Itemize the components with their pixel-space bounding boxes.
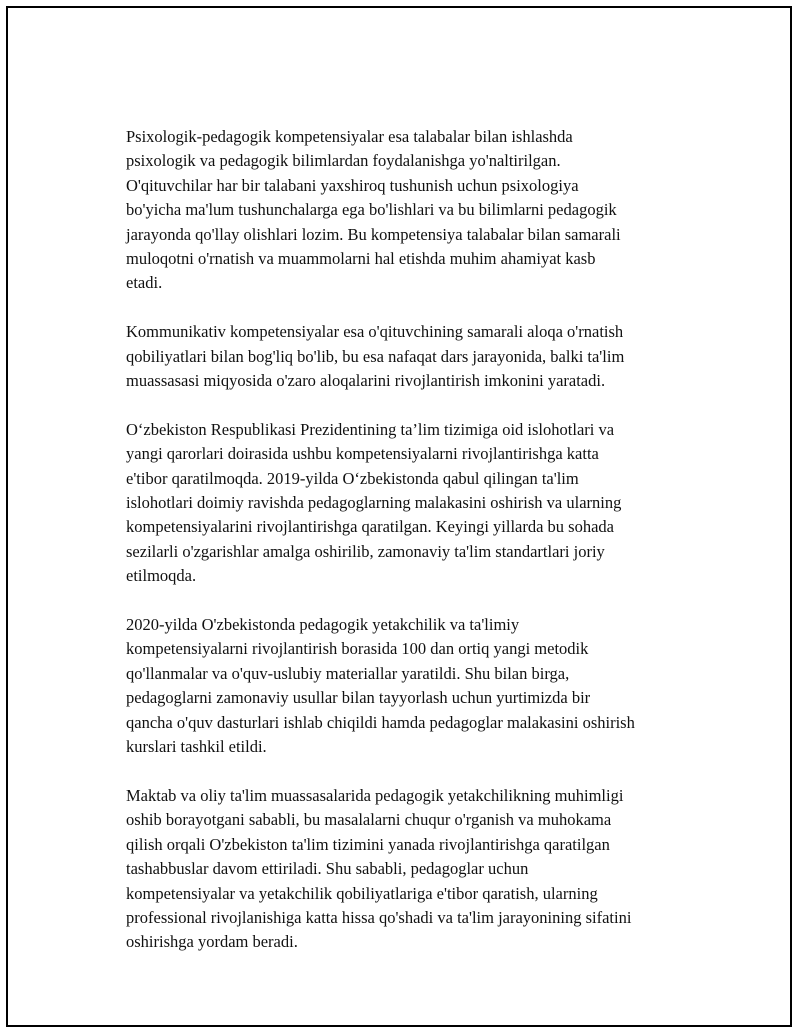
paragraph-psychological-pedagogical-competencies: Psixologik-pedagogik kompetensiyalar esa talabalar bilan ishlashda psixologik va pedagogik bilimlardan foydalanishga yo'naltirilgan. O'qituvchilar har bir talabani yaxshiroq tushunish uchun psixologiya bo'yicha ma'lum tushunchalarga ega bo'lishlari va bu bilimlarni pedagogik jarayonda qo'llay olishlari lozim. Bu kompetensiya talabalar bilan samarali muloqotni o'rnatish va muammolarni hal etishda muhim ahamiyat kasb etadi. bbox=[126, 127, 621, 293]
document-body bbox=[126, 125, 726, 979]
paragraph-pedagogical-leadership: Maktab va oliy ta'lim muassasalarida pedagogik yetakchilikning muhimligi oshib borayotgani sababli, bu masalalarni chuqur o'rganish va muhokama qilish orqali O'zbekiston ta'lim tizimini yanada rivojlantirishga qaratilgan tashabbuslar davom ettiriladi. Shu sababli, pedagoglar uchun kompetensiyalar va yetakchilik qobiliyatlariga e'tibor qaratish, ularning professional rivojlanishiga katta hissa qo'shadi va ta'lim jarayonining sifatini oshirishga yordam beradi. bbox=[126, 785, 632, 952]
paragraph-education-reforms: O‘zbekiston Respublikasi Prezidentining ta’lim tizimiga oid islohotlari va yangi qarorlari doirasida ushbu kompetensiyalarni rivojlantirishga katta e'tibor qaratilmoqda. 2019-yilda O‘zbekistonda qabul qilingan ta'lim islohotlari doimiy ravishda pedagoglarning malakasini oshirish va ularning kompetensiyalarini rivojlantirishga qaratilgan. Keyingi yillarda bu sohada sezilarli o'zgarishlar amalga oshirilib, zamonaviy ta'lim standartlari joriy etilmoqda. bbox=[126, 419, 622, 586]
paragraph-communicative-competencies: Kommunikativ kompetensiyalar esa o'qituvchining samarali aloqa o'rnatish qobiliyatlari bilan bog'liq bo'lib, bu esa nafaqat dars jarayonida, balki ta'lim muassasasi miqyosida o'zaro aloqalarini rivojlantirish imkonini yaratadi. bbox=[126, 322, 625, 391]
paragraph-2020-methodical-materials: 2020-yilda O'zbekistonda pedagogik yetakchilik va ta'limiy kompetensiyalarni rivojlantirish borasida 100 dan ortiq yangi metodik qo'llanmalar va o'quv-uslubiy materiallar yaratildi. Shu bilan birga, pedagoglarni zamonaviy usullar bilan tayyorlash uchun yurtimizda bir qancha o'quv dasturlari ishlab chiqildi hamda pedagoglar malakasini oshirish kurslari tashkil etildi. bbox=[126, 615, 635, 757]
page-frame bbox=[6, 6, 792, 1027]
